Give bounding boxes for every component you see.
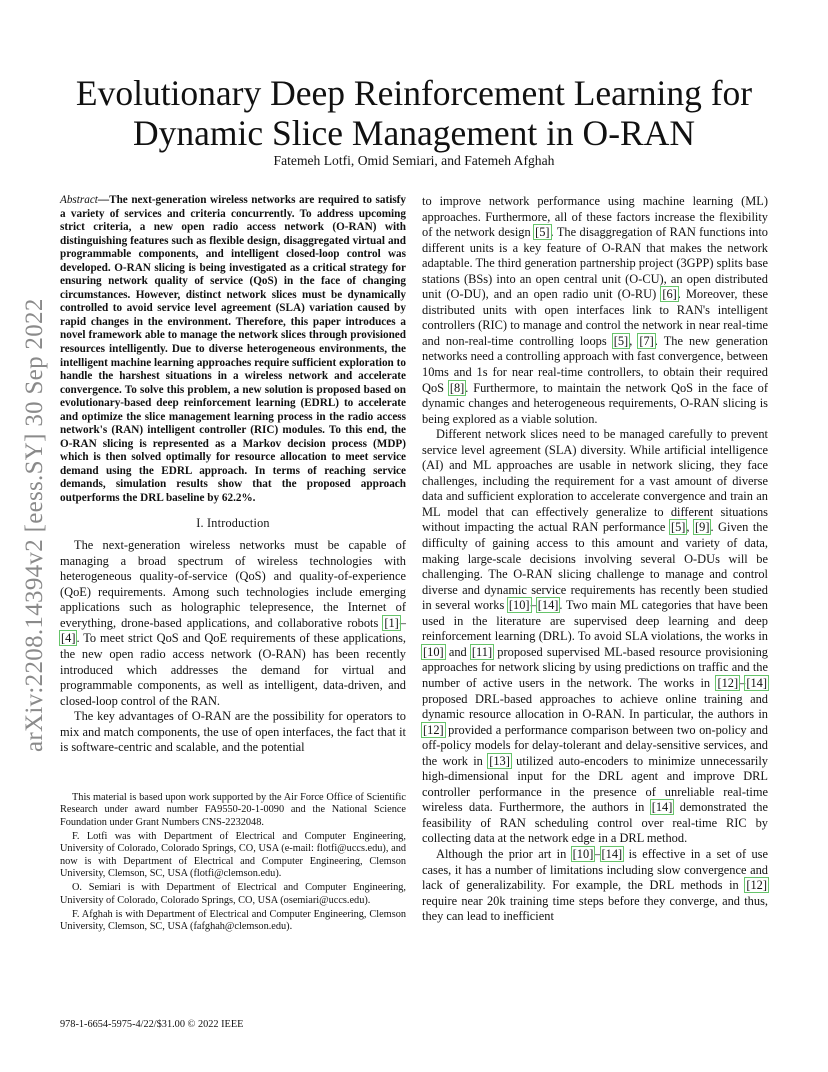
citation-link[interactable]: [10] [508,598,530,613]
title-line-2: Dynamic Slice Management in O-RAN [133,113,695,153]
right-column [422,194,768,925]
intro-paragraph-2 [60,709,406,756]
body-text: utilized auto-encoders to minimize unnecessarily high-dimensional input for the DRL agent and improve DRL controller performance in the presence of unreliable real-time wireless data. Furthermore, the authors in [422,753,768,815]
body-paragraph-prior-art [422,847,768,925]
body-text: is effective in a set of use cases, it has a number of limitations including slow convergence and lack of generalizability. For example, the DRL methods in [422,846,768,893]
footnote-author-lotfi: F. Lotfi was with Department of Electrical and Computer Engineering, University of Colorado, Colorado Springs, CO, USA (e-mail: flotfi@uccs.edu), and now is with Department of Electrical and Computer Engineering, Clemson University, Clemson, SC, USA (flotfi@clemson.edu). [60,831,406,880]
intro-paragraph-1 [60,538,406,709]
citation-link[interactable]: [10] [572,846,594,861]
body-text: . Moreover, these distributed units with open interfaces link to RAN's intelligent controllers (RIC) to manage and control the network in near real-time and non-real-time controlling loops [422,287,768,348]
body-text: – [594,846,601,861]
body-text: Different network slices need to be managed carefully to prevent service level agreement (SLA) diversity. While artificial intelligence (AI) and ML approaches are usable in network slicing, they face challenges, including the requirement for a vast amount of diverse data and sufficient exploration to accelerate convergence and train an ML model that can effectively generalize to different situations without impacting the actual RAN performance [422,427,768,535]
author-list: Fatemeh Lotfi, Omid Semiari, and Fatemeh Afghah [273,153,555,168]
body-text: require near 20k training time steps before they converge, and thus, they can lead to inefficient [422,893,768,924]
left-column [60,194,406,756]
citation-link[interactable]: [14] [651,800,673,815]
citation-link[interactable]: [12] [717,675,739,690]
footnote-author-afghah: F. Afghah is with Department of Electrical and Computer Engineering, Clemson University, Clemson, SC, USA (fafghah@clemson.edu). [60,909,406,933]
copyright-isbn-line: 978-1-6654-5975-4/22/$31.00 © 2022 IEEE [60,1019,244,1030]
citation-link[interactable]: [5] [613,333,629,348]
citation-link[interactable]: [11] [471,644,493,659]
body-text: – [530,598,537,613]
body-text: – [739,675,746,690]
body-text: . Given the difficulty of gaining access to this amount and variety of data, making large-scale decisions involving several O-DUs will be challenging. The O-RAN slicing challenge to manage and control diverse and dynamic service requirements has recently been studied in several works [422,520,768,613]
citation-link[interactable]: [14] [601,846,623,861]
abstract-text: —The next-generation wireless networks are required to satisfy a variety of services and criteria concurrently. To address upcoming strict criteria, a new open radio access network (O-RAN) with distinguishing features such as flexible design, disaggregated virtual and programmable components, and intelligent closed-loop control was developed. O-RAN slicing is being investigated as a critical strategy for ensuring network quality of service (QoS) in the face of changing circumstances. However, distinct network slices must be dynamically controlled to avoid service level agreement (SLA) variation caused by rapid changes in the environment. Therefore, this paper introduces a novel framework able to manage the network slices through provisioned resources intelligently. Due to diverse heterogeneous environments, the intelligent machine learning approaches require sufficient exploration to handle the harshest situations in a wireless network and accelerate convergence. To solve this problem, a new solution is proposed based on evolutionary-based deep reinforcement learning (EDRL) to accelerate and optimize the slice management learning process in the radio access network's (RAN) intelligent controller (RIC) modules. To this end, the O-RAN slicing is represented as a Markov decision process (MDP) which is then solved optimally for resource allocation to meet service demand using the EDRL approach. In terms of reaching service demands, simulation results show that the proposed approach outperforms the DRL baseline by 62.2%. [60,194,406,505]
body-text: , [686,520,694,535]
body-paragraph-slices [422,427,768,847]
citation-link[interactable]: [6] [662,287,677,302]
citation-link[interactable]: [4] [61,631,76,646]
abstract [60,194,406,506]
citation-link[interactable]: [5] [670,520,686,535]
citation-link[interactable]: [12] [746,878,767,893]
body-text: , [629,333,639,348]
citation-link[interactable]: [12] [423,722,444,737]
body-text: Although the prior art in [436,846,572,861]
body-text: . Two main ML categories that have been used in the literature are supervised deep learning and deep reinforcement learning (DRL). To avoid SLA violations, the works in [422,598,768,644]
citation-link[interactable]: [13] [489,753,510,768]
body-text: . The disaggregation of RAN functions into different units is a key feature of O-RAN that makes the network adaptable. The third generation partnership project (3GPP) splits base stations (BSs) into an open central unit (O-CU), an open distributed unit (O-DU), and an open radio unit (O-RU) [422,225,768,302]
body-text: The key advantages of O-RAN are the possibility for operators to mix and match components, the use of open interfaces, the fact that it is software-centric and scalable, and the potential [60,709,406,755]
citation-link[interactable]: [9] [695,520,710,535]
title-line-1: Evolutionary Deep Reinforcement Learning for [75,73,753,113]
footnote-author-semiari: O. Semiari is with Department of Electrical and Computer Engineering, University of Colorado, Colorado Springs, CO, USA (osemiari@uccs.edu). [60,882,406,906]
section-heading-introduction: I. Introduction [196,515,270,530]
body-text: and [444,644,471,659]
citation-link[interactable]: [5] [535,225,550,240]
body-text: to improve network performance using machine learning (ML) approaches. Furthermore, all of these factors increase the flexibility of the network design [422,194,768,240]
citation-link[interactable]: [8] [449,380,465,395]
citation-link[interactable]: [1] [384,615,399,630]
body-text: The next-generation wireless networks must be capable of managing a broad spectrum of wireless technologies with heterogeneous quality-of-service (QoS) and quality-of-experience (QoE) requirements. Among such technologies include emerging applications such as holographic telepresence, the Internet of everything, drone-based applications, and collaborative robots [60,538,406,630]
citation-link[interactable]: [14] [537,598,559,613]
citation-link[interactable]: [10] [423,644,444,659]
body-text: . To meet strict QoS and QoE requirements of these applications, the new open radio access network (O-RAN) has been recently introduced which addresses the demand for virtual and programmable components, as well as intelligent, data-driven, and closed-loop control of the RAN. [60,631,406,708]
citation-link[interactable]: [7] [639,333,654,348]
body-text: . The new generation networks need a controlling approach with fast convergence, between 10ms and 1s for near real-time controllers, to obtain their required QoS [422,333,769,395]
footnotes [60,792,406,936]
body-text: – [399,615,406,630]
body-text: demonstrated the feasibility of RAN scheduling control over real-time RIC by collecting data at the network edge in a DRL method. [422,800,768,846]
body-text: provided a performance comparison between two on-policy and off-policy models for delay-tolerant and delay-sensitive services, and the work in [422,722,768,768]
body-text: proposed DRL-based approaches to achieve online training and dynamic resource allocation in O-RAN. In particular, the authors in [422,691,768,722]
arxiv-identifier-stamp: arXiv:2208.14394v2 [eess.SY] 30 Sep 2022 [21,298,48,752]
abstract-label: Abstract [60,194,98,206]
paper-title [60,73,768,153]
body-text: proposed supervised ML-based resource provisioning approaches for network slicing by using predictions on traffic and the number of active users in the network. The works in [422,644,768,690]
body-text: . Furthermore, to maintain the network QoS in the face of dynamic changes and heterogeneous requirements, O-RAN slicing is being explored as a viable solution. [422,380,768,426]
citation-link[interactable]: [14] [746,675,767,690]
body-paragraph-continued [422,194,768,427]
footnote-funding: This material is based upon work supported by the Air Force Office of Scientific Research under award number FA9550-20-1-0090 and the National Science Foundation under Grant Numbers CNS-2232048. [60,792,406,828]
